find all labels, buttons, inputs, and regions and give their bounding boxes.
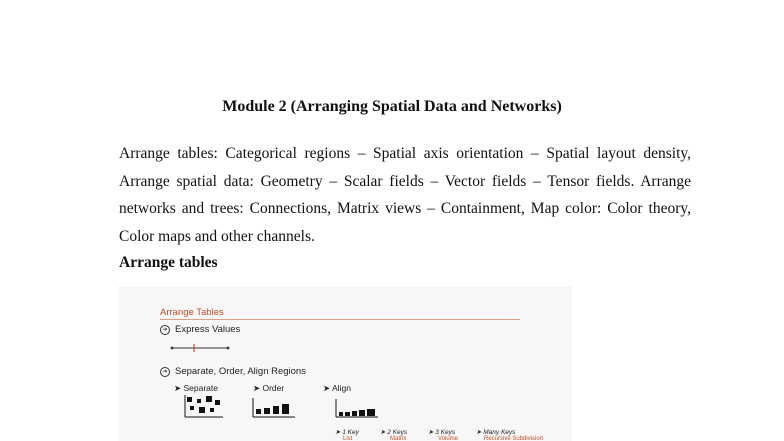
figure-title-rule (160, 319, 520, 320)
express-values-row (160, 324, 240, 335)
bullet-arrow-icon: ➤ (335, 429, 343, 436)
align-glyph (335, 398, 379, 418)
key-sub-1: List (343, 436, 353, 441)
key-sub-4: Recursive Subdivision (484, 436, 544, 441)
separate-glyph (184, 394, 224, 418)
key-label-2: ➤ 2 Keys (380, 429, 408, 436)
bullet-arrow-icon: ➤ (253, 383, 263, 393)
key-sub-2: Matrix (390, 436, 407, 441)
figure-title: Arrange Tables (160, 307, 224, 318)
bullet-arrow-icon: ➤ (174, 383, 184, 393)
order-label: ➤ Order (253, 383, 285, 393)
section-subheading: Arrange tables (119, 254, 218, 271)
express-values-axis-graphic (170, 342, 230, 354)
key-sub-3: Volume (438, 436, 459, 441)
regions-label: Separate, Order, Align Regions (175, 366, 306, 377)
page-heading: Module 2 (Arranging Spatial Data and Networks) (222, 98, 562, 115)
arrow-circle-icon: ➜ (160, 367, 170, 377)
body-paragraph: Arrange tables: Categorical regions – Spatial axis orientation – Spatial layout density, Arrange spatial data: Geometry – Scalar fields – Vector fields – Tensor fields. Arrange networks and trees: Connections, Matrix views – Containment, Map color: Color theory, Color maps and other channels. (119, 145, 691, 245)
arrange-tables-figure (118, 286, 572, 441)
bullet-arrow-icon: ➤ (428, 429, 436, 436)
key-label-1: ➤ 1 Key (335, 429, 359, 436)
bullet-arrow-icon: ➤ (380, 429, 388, 436)
key-label-4: ➤ Many Keys (476, 429, 516, 436)
key-label-3: ➤ 3 Keys (428, 429, 456, 436)
order-glyph (252, 396, 296, 418)
bullet-arrow-icon: ➤ (476, 429, 484, 436)
bullet-arrow-icon: ➤ (323, 383, 333, 393)
regions-row (160, 366, 306, 377)
align-label: ➤ Align (323, 383, 351, 393)
separate-label: ➤ Separate (174, 383, 218, 393)
express-values-label: Express Values (175, 324, 241, 335)
arrow-circle-icon: ➜ (160, 325, 170, 335)
